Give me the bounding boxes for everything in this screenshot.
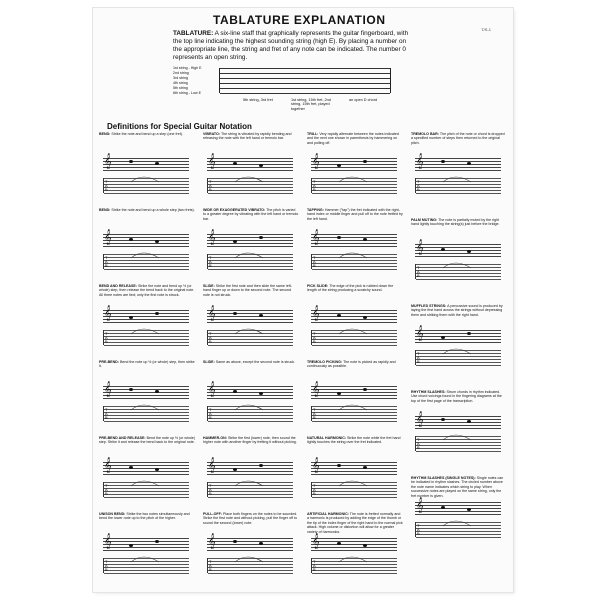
tab-letter: T: [313, 559, 316, 564]
slur-curve: [207, 228, 293, 276]
notation-example: [415, 324, 501, 372]
treble-clef-icon: 𝄞: [104, 534, 112, 549]
treble-clef-icon: 𝄞: [416, 326, 424, 341]
slur-curve: [415, 152, 501, 200]
notation-description: [99, 512, 195, 521]
tab-caption: an open D chord: [349, 98, 378, 102]
slur-curve: [103, 152, 189, 200]
tab-letter: A: [105, 411, 108, 416]
notation-description: [99, 284, 195, 297]
notation-text: The edge of the pick is rubbed down the length of the string producing a scratchy sound.: [307, 284, 394, 293]
tab-letter: A: [105, 259, 108, 264]
notation-description: [203, 360, 299, 364]
tab-letter: T: [417, 265, 420, 270]
notation-example: [415, 238, 501, 286]
notation-text: Place both fingers on the notes to be sounded. Strike the first note and without picking, pull the finger off to sound the second (lower) note.: [203, 512, 298, 525]
tab-letter: B: [209, 263, 212, 268]
tab-letter: T: [105, 483, 108, 488]
slur-curve: [103, 456, 189, 504]
notation-entry: [99, 284, 195, 344]
tab-letter: B: [105, 567, 108, 572]
treble-clef-icon: 𝄞: [416, 154, 424, 169]
tab-letter: B: [313, 339, 316, 344]
notation-term: WIDE OR EXAGGERATED VIBRATO:: [203, 208, 266, 212]
notation-text: The string is vibrated by rapidly bending and releasing the note with the left hand or tremolo bar.: [203, 132, 292, 141]
tab-letter: B: [105, 339, 108, 344]
slur-curve: [415, 410, 501, 458]
notation-term: TREMOLO BAR:: [411, 132, 439, 136]
tab-letter: A: [313, 259, 316, 264]
notation-example: [415, 410, 501, 458]
tab-letter: T: [105, 255, 108, 260]
notation-text: The pitch of the note or chord is dropped a specified number of steps then returned to the original pitch.: [411, 132, 505, 145]
treble-clef-icon: 𝄞: [312, 154, 320, 169]
notation-term: RHYTHM SLASHES (SINGLE NOTES):: [411, 476, 476, 480]
tab-letter: A: [209, 183, 212, 188]
notation-description: [411, 304, 507, 317]
treble-clef-icon: 𝄞: [208, 382, 216, 397]
notation-example: [311, 228, 397, 276]
intro-text: A six-line staff that graphically represents the guitar fingerboard, with the top line indicating the highest sounding string (high E). By placing a number on the appropriate line, the string and fret of any note can be indicated. The number 0 represents an open string.: [173, 30, 409, 61]
treble-clef-icon: 𝄞: [416, 240, 424, 255]
tab-letter: A: [105, 335, 108, 340]
page-title: TABLATURE EXPLANATION: [213, 13, 386, 27]
tab-letter: T: [417, 437, 420, 442]
notation-term: RHYTHM SLASHES:: [411, 390, 446, 394]
notation-description: [307, 436, 403, 445]
notation-term: NATURAL HARMONIC:: [307, 436, 346, 440]
notation-entry: [99, 436, 195, 496]
tab-letter: A: [417, 183, 420, 188]
notation-description: [99, 208, 195, 212]
notation-example: [207, 456, 293, 504]
tab-letter: A: [313, 411, 316, 416]
treble-clef-icon: 𝄞: [312, 382, 320, 397]
tab-letter: T: [105, 559, 108, 564]
notation-entry: [99, 208, 195, 268]
tab-letter: T: [313, 483, 316, 488]
notation-example: [103, 152, 189, 200]
notation-entry: [411, 476, 507, 536]
notation-entry: [203, 208, 299, 268]
notation-term: BEND:: [99, 208, 111, 212]
notation-term: MUFFLED STRINGS:: [411, 304, 447, 308]
slur-curve: [207, 152, 293, 200]
tab-letter: B: [417, 531, 420, 536]
tab-letter: B: [105, 187, 108, 192]
notation-text: The note is fretted normally and a harmonic is produced by adding the edge of the thumb or the tip of the index finger of the right hand to the normal pick attack. High volume or distortion will allow for a greater variety of harmonics.: [307, 512, 403, 534]
slur-curve: [207, 532, 293, 580]
notation-description: [307, 512, 403, 534]
string-label: 1st string - High E: [173, 66, 202, 70]
notation-description: [411, 390, 507, 403]
string-label: 3rd string: [173, 76, 188, 80]
notation-entry: [307, 284, 403, 344]
tab-letter: A: [209, 411, 212, 416]
tab-letter: A: [105, 563, 108, 568]
intro-paragraph: [173, 30, 409, 62]
notation-example: [103, 304, 189, 352]
treble-clef-icon: 𝄞: [208, 534, 216, 549]
slur-curve: [311, 304, 397, 352]
treble-clef-icon: 𝄞: [208, 230, 216, 245]
tab-letter: B: [417, 187, 420, 192]
notation-text: Bend the note up ½ (or whole) step. Strike it and release the bend back to the original note.: [99, 436, 195, 445]
tab-letter: B: [313, 491, 316, 496]
notation-term: SLIDE:: [203, 284, 215, 288]
notation-description: [411, 218, 507, 227]
tab-staff: [219, 68, 391, 93]
tab-letter: B: [105, 263, 108, 268]
notation-term: TREMOLO PICKING:: [307, 360, 343, 364]
tab-letter: B: [417, 445, 420, 450]
notation-description: [203, 284, 299, 297]
notation-entry: [99, 132, 195, 192]
notation-example: [207, 228, 293, 276]
tab-letter: A: [209, 487, 212, 492]
notation-text: The note is partially muted by the right hand lightly touching the string(s) just before the bridge.: [411, 218, 500, 227]
notation-entry: [307, 132, 403, 192]
page-number: T/S-1: [481, 27, 491, 32]
notation-term: VIBRATO:: [203, 132, 221, 136]
string-label: 2nd string: [173, 71, 189, 75]
notation-example: [103, 228, 189, 276]
string-label: 4th string: [173, 81, 188, 85]
slur-curve: [311, 456, 397, 504]
notation-entry: [307, 360, 403, 420]
slur-curve: [103, 380, 189, 428]
slur-curve: [415, 238, 501, 286]
notation-entry: [99, 360, 195, 420]
notation-term: PICK SLIDE:: [307, 284, 329, 288]
tab-letter: B: [313, 187, 316, 192]
notation-term: UNISON BEND:: [99, 512, 126, 516]
tab-letter: T: [417, 351, 420, 356]
notation-example: [207, 152, 293, 200]
tab-letter: T: [417, 179, 420, 184]
slur-curve: [207, 456, 293, 504]
tab-letter: T: [209, 255, 212, 260]
notation-description: [307, 208, 403, 221]
tab-letter: T: [105, 179, 108, 184]
treble-clef-icon: 𝄞: [312, 534, 320, 549]
notation-term: PULL-OFF:: [203, 512, 222, 516]
tab-letter: B: [313, 263, 316, 268]
notation-text: Bend the note up ½ (or whole) step, then strike it.: [99, 360, 195, 369]
notation-entry: [307, 512, 403, 572]
notation-description: [307, 284, 403, 293]
treble-clef-icon: 𝄞: [416, 412, 424, 427]
notation-text: Strike the first note and then slide the same left-hand finger up or down to the second note. The second note is not struck.: [203, 284, 292, 297]
tab-letter: A: [417, 355, 420, 360]
notation-example: [207, 304, 293, 352]
intro-lead: TABLATURE:: [173, 30, 214, 37]
notation-description: [411, 132, 507, 145]
slur-curve: [207, 304, 293, 352]
notation-example: [311, 532, 397, 580]
notation-description: [203, 436, 299, 445]
slur-curve: [311, 152, 397, 200]
tab-letter: T: [105, 407, 108, 412]
tab-caption: 5th string, 3rd fret: [243, 98, 273, 102]
tab-letter: T: [209, 331, 212, 336]
notation-description: [99, 132, 195, 136]
tab-letter: B: [209, 415, 212, 420]
tab-letter: T: [209, 483, 212, 488]
notation-example: [103, 380, 189, 428]
tab-letter: A: [209, 563, 212, 568]
treble-clef-icon: 𝄞: [104, 458, 112, 473]
slur-curve: [415, 496, 501, 544]
tab-letter: B: [209, 339, 212, 344]
notation-text: Strike the two notes simultaneously and bend the lower note up to the pitch of the higher.: [99, 512, 190, 521]
notation-description: [307, 360, 403, 369]
tab-letter: T: [313, 255, 316, 260]
notation-entry: [411, 390, 507, 450]
notation-text: Single notes can be indicated in rhythm slashes. The circled number above the note name indicates which string to play. When successive notes are played on the same string, only the fret number is given.: [411, 476, 504, 498]
tab-letter: A: [105, 487, 108, 492]
notation-entry: [411, 218, 507, 278]
notation-entry: [99, 512, 195, 572]
notation-description: [99, 436, 195, 445]
notation-text: Strike the note and bend up a whole step (two frets).: [111, 208, 195, 212]
notation-description: [203, 512, 299, 525]
tab-letter: B: [313, 567, 316, 572]
tab-letter: A: [209, 259, 212, 264]
tab-letter: A: [313, 183, 316, 188]
treble-clef-icon: 𝄞: [312, 458, 320, 473]
treble-clef-icon: 𝄞: [208, 154, 216, 169]
notation-term: BEND AND RELEASE:: [99, 284, 138, 288]
notation-example: [311, 380, 397, 428]
tab-letter: T: [209, 179, 212, 184]
treble-clef-icon: 𝄞: [208, 306, 216, 321]
notation-example: [415, 496, 501, 544]
slur-curve: [311, 228, 397, 276]
notation-text: Strike the note while the fret hand lightly touches the string over the fret indicated.: [307, 436, 401, 445]
notation-text: A percussive sound is produced by laying the first hand across the strings without depressing them and striking them with the right hand.: [411, 304, 503, 317]
tab-demo: [173, 66, 413, 118]
tab-letter: B: [209, 187, 212, 192]
tab-letter: T: [313, 331, 316, 336]
tab-letter: B: [209, 491, 212, 496]
notation-text: Strum chords in rhythm indicated. Use chord voicings found in the fingering diagrams at the top of the first page of the transcription.: [411, 390, 502, 403]
notation-entry: [203, 132, 299, 192]
tab-letter: A: [313, 335, 316, 340]
notation-term: PALM MUTING:: [411, 218, 438, 222]
treble-clef-icon: 𝄞: [312, 230, 320, 245]
slur-curve: [103, 304, 189, 352]
notation-text: Strike the first (lower) note, then sound the higher note with another finger by fretting it without picking.: [203, 436, 297, 445]
slur-curve: [311, 532, 397, 580]
tab-letter: T: [313, 179, 316, 184]
sheet-page: [93, 8, 513, 592]
notation-term: BEND:: [99, 132, 111, 136]
notation-example: [311, 304, 397, 352]
notation-description: [99, 360, 195, 369]
tab-letter: B: [313, 415, 316, 420]
tab-letter: B: [417, 359, 420, 364]
string-label: 6th string - Low E: [173, 91, 201, 95]
notation-entry: [307, 436, 403, 496]
notation-term: HAMMER-ON:: [203, 436, 227, 440]
notation-description: [411, 476, 507, 498]
tab-letter: A: [209, 335, 212, 340]
notation-text: Same as above, except the second note is struck.: [215, 360, 296, 364]
tab-letter: A: [105, 183, 108, 188]
treble-clef-icon: 𝄞: [104, 306, 112, 321]
notation-example: [311, 152, 397, 200]
tab-letter: A: [313, 563, 316, 568]
slur-curve: [311, 380, 397, 428]
slur-curve: [103, 228, 189, 276]
notation-example: [311, 456, 397, 504]
treble-clef-icon: 𝄞: [104, 154, 112, 169]
notation-entry: [411, 304, 507, 364]
tab-letter: T: [209, 559, 212, 564]
notation-term: SLIDE:: [203, 360, 215, 364]
tab-letter: T: [209, 407, 212, 412]
notation-entry: [203, 512, 299, 572]
notation-example: [103, 456, 189, 504]
notation-description: [307, 132, 403, 145]
string-label: 5th string: [173, 86, 188, 90]
tab-letter: A: [417, 441, 420, 446]
notation-example: [207, 380, 293, 428]
notation-text: Strike the note and bend up a step (one fret).: [111, 132, 183, 136]
treble-clef-icon: 𝄞: [104, 230, 112, 245]
notation-entry: [411, 132, 507, 192]
tab-letter: B: [105, 491, 108, 496]
tab-letter: B: [209, 567, 212, 572]
notation-entry: [307, 208, 403, 268]
notation-term: TAPPING:: [307, 208, 324, 212]
notation-example: [207, 532, 293, 580]
notation-text: The note is picked as rapidly and continuously as possible.: [307, 360, 396, 369]
slur-curve: [103, 532, 189, 580]
notation-term: TRILL:: [307, 132, 319, 136]
definitions-heading: Definitions for Special Guitar Notation: [107, 122, 252, 131]
treble-clef-icon: 𝄞: [208, 458, 216, 473]
notation-text: The pitch is varied to a greater degree by vibrating with the left hand or tremolo bar.: [203, 208, 299, 221]
notation-term: ARTIFICIAL HARMONIC:: [307, 512, 349, 516]
tab-caption: 1st string, 15th fret, 2nd string, 15th fret, played together: [291, 98, 331, 111]
notation-text: Hammer ("tap") the fret indicated with the right-hand index or middle finger and pull off to the note fretted by the left hand.: [307, 208, 403, 221]
notation-entry: [203, 436, 299, 496]
notation-term: PRE-BEND:: [99, 360, 119, 364]
tab-letter: T: [313, 407, 316, 412]
notation-example: [415, 152, 501, 200]
tab-letter: B: [105, 415, 108, 420]
treble-clef-icon: 𝄞: [312, 306, 320, 321]
tab-letter: A: [313, 487, 316, 492]
notation-entry: [203, 284, 299, 344]
notation-entry: [203, 360, 299, 420]
tab-letter: A: [417, 527, 420, 532]
notation-text: Strike the note and bend up ½ (or whole) step, then release the bend back to the original note. All three notes are tied; only the first note is struck.: [99, 284, 195, 297]
notation-term: PRE-BEND AND RELEASE:: [99, 436, 146, 440]
tab-letter: A: [417, 269, 420, 274]
notation-description: [203, 132, 299, 141]
tab-letter: T: [105, 331, 108, 336]
slur-curve: [207, 380, 293, 428]
tab-letter: T: [417, 523, 420, 528]
notation-text: Very rapidly alternate between the notes indicated and the next one shown in parenthesis by hammering on and pulling off.: [307, 132, 399, 145]
treble-clef-icon: 𝄞: [104, 382, 112, 397]
notation-description: [203, 208, 299, 221]
treble-clef-icon: 𝄞: [416, 498, 424, 513]
tab-letter: B: [417, 273, 420, 278]
slur-curve: [415, 324, 501, 372]
notation-example: [103, 532, 189, 580]
